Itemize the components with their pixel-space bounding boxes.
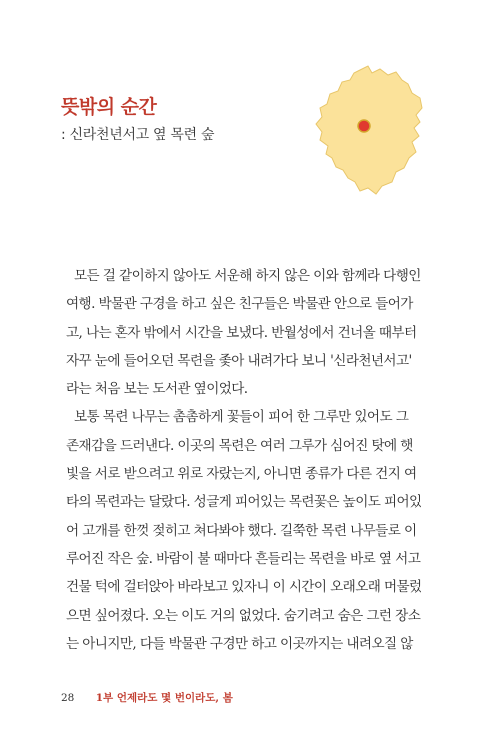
body-line: 타의 목련과는 달랐다. 성글게 피어있는 목련꽃은 높이도 피어있: [66, 494, 422, 511]
body-line: 으면 싶어졌다. 오는 이도 거의 없었다. 숨기려고 숨은 그런 장소: [66, 607, 421, 624]
body-line: 루어진 작은 숲. 바람이 불 때마다 흔들리는 목련을 바로 옆 서고: [66, 550, 421, 567]
body-line: 빛을 서로 받으려고 위로 자랐는지, 아니면 종류가 다른 건지 여: [66, 466, 417, 483]
body-line: 어 고개를 한껏 젖히고 쳐다봐야 했다. 길쭉한 목련 나무들로 이: [66, 522, 417, 539]
location-marker-icon: [358, 120, 370, 132]
running-head: 1부 언제라도 몇 번이라도, 봄: [95, 692, 233, 704]
chapter-title: 뜻밖의 순간: [61, 96, 157, 118]
body-line: 고, 나는 혼자 밖에서 시간을 보냈다. 반월성에서 건너올 때부터: [66, 324, 417, 341]
body-line: 라는 처음 보는 도서관 옆이었다.: [66, 381, 248, 398]
body-line: 존재감을 드러낸다. 이곳의 목련은 여러 그루가 심어진 탓에 햇: [66, 437, 413, 454]
region-map-icon: [308, 60, 438, 200]
body-line: 자꾸 눈에 들어오던 목련을 좇아 내려가다 보니 '신라천년서고': [66, 352, 412, 369]
body-line: 모든 걸 같이하지 않아도 서운해 하지 않은 이와 함께라 다행인: [74, 268, 421, 284]
page-number: 28: [61, 692, 75, 704]
chapter-subtitle: : 신라천년서고 옆 목련 숲: [61, 127, 215, 143]
body-line: 보통 목련 나무는 촘촘하게 꽃들이 피어 한 그루만 있어도 그: [74, 409, 409, 426]
page-footer: [61, 690, 233, 705]
body-line: 는 아니지만, 다들 박물관 구경만 하고 이곳까지는 내려오질 않: [66, 635, 413, 652]
body-text: [66, 262, 436, 658]
body-line: 건물 턱에 걸터앉아 바라보고 있자니 이 시간이 오래오래 머물렀: [66, 579, 422, 596]
body-line: 여행. 박물관 구경을 하고 싶은 친구들은 박물관 안으로 들어가: [66, 296, 413, 313]
